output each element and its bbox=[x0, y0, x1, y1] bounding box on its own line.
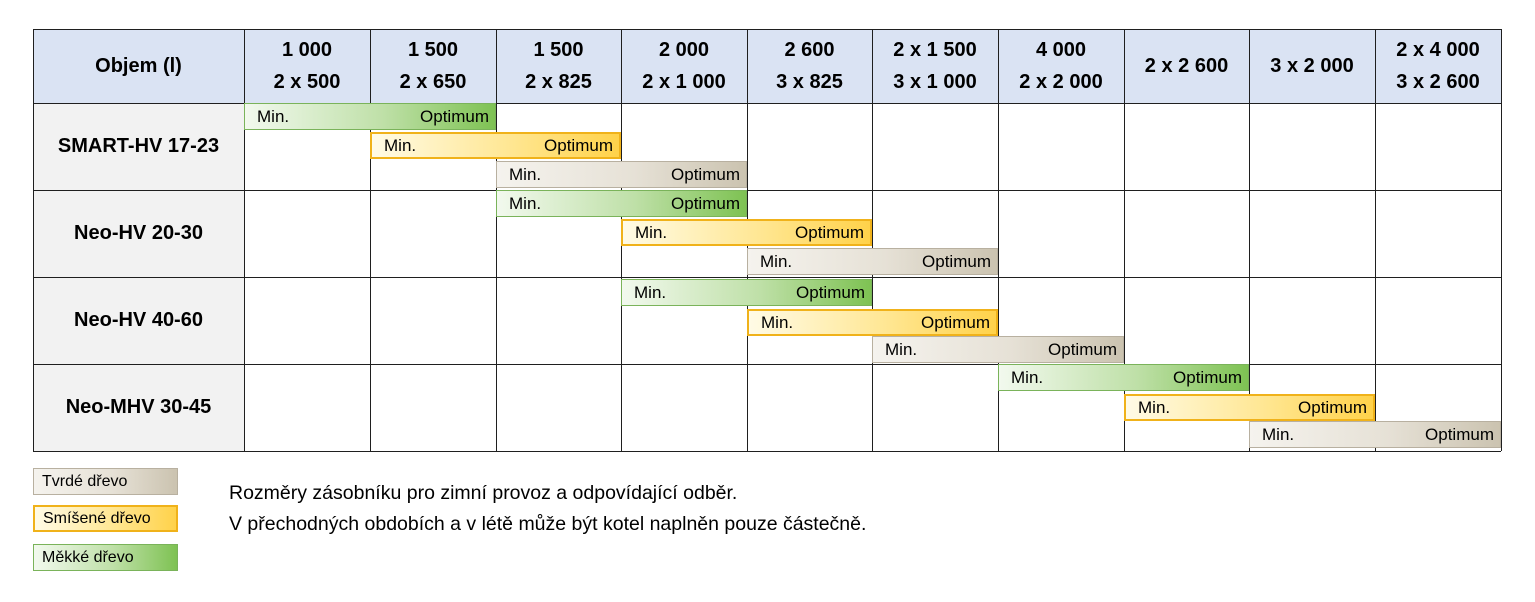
header-col-8 bbox=[1124, 29, 1249, 103]
header-col-line: 2 x 1 000 bbox=[642, 71, 726, 93]
range-bar-hard bbox=[872, 336, 1124, 363]
row-label: Neo-HV 40-60 bbox=[74, 309, 203, 331]
bar-optimum-label: Optimum bbox=[1048, 339, 1117, 359]
header-col-3 bbox=[496, 29, 621, 103]
range-bar-hard bbox=[1249, 421, 1501, 448]
header-label: Objem (l) bbox=[95, 55, 182, 77]
range-bar-mixed bbox=[1124, 394, 1375, 421]
bar-min-label: Min. bbox=[885, 339, 918, 359]
range-bar-hard bbox=[747, 248, 998, 275]
bar-optimum-label: Optimum bbox=[922, 251, 991, 271]
header-col-line: 3 x 2 600 bbox=[1396, 71, 1480, 93]
bar-optimum-label: Optimum bbox=[1173, 367, 1242, 387]
header-label-cell bbox=[33, 29, 244, 103]
row-label: Neo-MHV 30-45 bbox=[65, 396, 212, 418]
range-bar-soft bbox=[496, 190, 747, 217]
range-bar-hard bbox=[496, 161, 747, 188]
bar-min-label: Min. bbox=[257, 106, 290, 126]
bar-optimum-label: Optimum bbox=[1298, 397, 1367, 417]
bar-min-label: Min. bbox=[1138, 397, 1171, 417]
header-col-line: 2 x 2 600 bbox=[1144, 55, 1229, 77]
legend-hard-wood bbox=[33, 468, 178, 495]
note-line-2: V přechodných obdobích a v létě může být kotel naplněn pouze částečně. bbox=[229, 513, 867, 535]
header-col-7 bbox=[998, 29, 1124, 103]
range-bar-mixed bbox=[747, 309, 998, 336]
range-bar-soft bbox=[998, 364, 1249, 391]
legend-soft-wood bbox=[33, 544, 178, 571]
header-col-line: 1 500 bbox=[407, 39, 459, 61]
bar-optimum-label: Optimum bbox=[544, 135, 613, 155]
bar-optimum-label: Optimum bbox=[795, 222, 864, 242]
range-bar-soft bbox=[244, 103, 496, 130]
header-col-line: 2 x 650 bbox=[399, 71, 467, 93]
bar-optimum-label: Optimum bbox=[671, 193, 740, 213]
bar-optimum-label: Optimum bbox=[671, 164, 740, 184]
header-col-1 bbox=[244, 29, 370, 103]
note-line-1: Rozměry zásobníku pro zimní provoz a odpovídající odběr. bbox=[229, 482, 738, 504]
bar-min-label: Min. bbox=[635, 222, 668, 242]
header-col-10 bbox=[1375, 29, 1501, 103]
bar-min-label: Min. bbox=[1011, 367, 1044, 387]
bar-min-label: Min. bbox=[761, 312, 794, 332]
bar-optimum-label: Optimum bbox=[921, 312, 990, 332]
header-col-line: 2 000 bbox=[658, 39, 710, 61]
legend-mixed-wood bbox=[33, 505, 178, 532]
header-col-5 bbox=[747, 29, 872, 103]
bar-min-label: Min. bbox=[760, 251, 793, 271]
legend-label: Tvrdé dřevo bbox=[42, 472, 128, 490]
bar-min-label: Min. bbox=[1262, 424, 1295, 444]
bar-optimum-label: Optimum bbox=[420, 106, 489, 126]
legend-label: Smíšené dřevo bbox=[43, 509, 151, 527]
header-col-line: 2 x 4 000 bbox=[1396, 39, 1480, 61]
header-col-line: 1 000 bbox=[281, 39, 333, 61]
bar-optimum-label: Optimum bbox=[1425, 424, 1494, 444]
header-col-6 bbox=[872, 29, 998, 103]
legend-label: Měkké dřevo bbox=[42, 548, 134, 566]
header-col-line: 3 x 825 bbox=[776, 71, 843, 93]
bar-optimum-label: Optimum bbox=[796, 282, 865, 302]
range-bar-soft bbox=[621, 279, 872, 306]
header-col-line: 3 x 1 000 bbox=[893, 71, 977, 93]
header-col-line: 1 500 bbox=[533, 39, 584, 61]
range-bar-mixed bbox=[621, 219, 872, 246]
header-col-line: 2 x 825 bbox=[525, 71, 592, 93]
header-col-line: 4 000 bbox=[1035, 39, 1087, 61]
bar-min-label: Min. bbox=[509, 193, 542, 213]
row-label: Neo-HV 20-30 bbox=[74, 222, 203, 244]
header-col-line: 3 x 2 000 bbox=[1270, 55, 1354, 77]
bar-min-label: Min. bbox=[509, 164, 542, 184]
range-bar-mixed bbox=[370, 132, 621, 159]
header-col-line: 2 600 bbox=[784, 39, 835, 61]
bar-min-label: Min. bbox=[384, 135, 417, 155]
header-col-line: 2 x 2 000 bbox=[1019, 71, 1103, 93]
row-label: SMART-HV 17-23 bbox=[57, 135, 220, 157]
header-col-2 bbox=[370, 29, 496, 103]
header-col-line: 2 x 1 500 bbox=[893, 39, 977, 61]
header-col-9 bbox=[1249, 29, 1375, 103]
header-col-line: 2 x 500 bbox=[273, 71, 341, 93]
header-col-4 bbox=[621, 29, 747, 103]
bar-min-label: Min. bbox=[634, 282, 667, 302]
